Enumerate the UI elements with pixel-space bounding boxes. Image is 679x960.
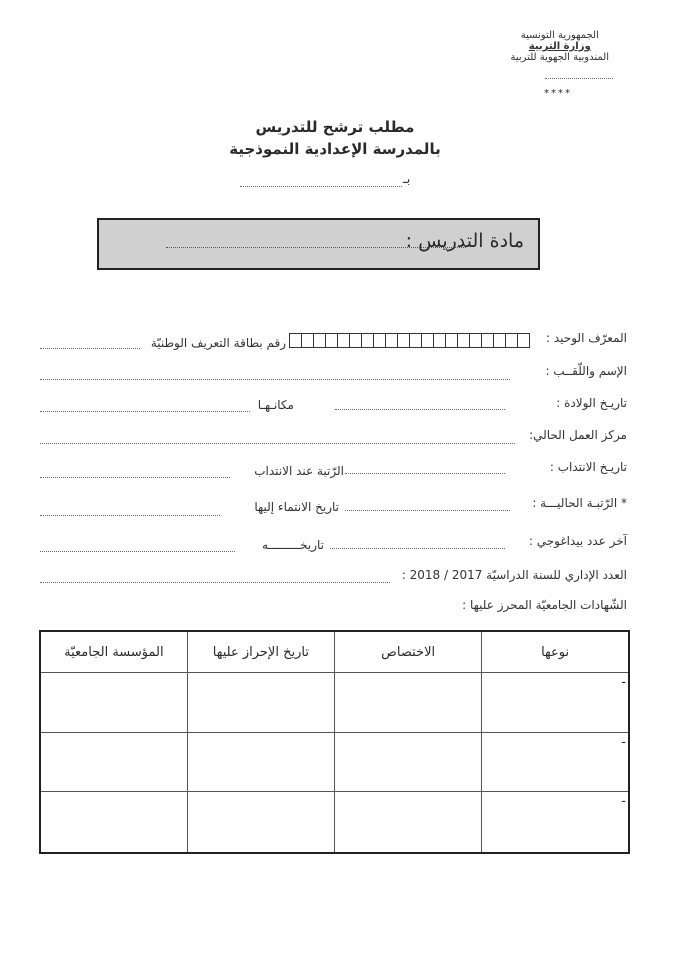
table-cell[interactable]: -	[482, 732, 629, 792]
header-type: نوعها	[482, 631, 629, 673]
name-label: الإسم واللّقــب :	[545, 364, 627, 378]
table-header-row	[40, 631, 629, 673]
header-specialty: الاختصاص	[335, 631, 482, 673]
birth-place-line[interactable]	[40, 411, 250, 412]
recruit-date-label: تاريـخ الانتداب :	[549, 460, 627, 474]
header-republic: الجمهورية التونسية	[520, 30, 599, 41]
cin-line[interactable]	[40, 348, 140, 349]
header-stars: ****	[544, 88, 572, 99]
teaching-subject-box	[97, 218, 540, 270]
last-score-date-line[interactable]	[40, 551, 235, 552]
work-center-label: مركز العمل الحالي:	[529, 428, 627, 442]
cin-label: رقم بطاقة التعريف الوطنيّة	[150, 336, 286, 350]
table-row	[40, 673, 629, 733]
recruit-date-line[interactable]	[345, 473, 505, 474]
work-center-line[interactable]	[40, 443, 515, 444]
name-line[interactable]	[40, 379, 510, 380]
table-cell[interactable]	[187, 673, 334, 733]
current-rank-line[interactable]	[345, 510, 510, 511]
unique-id-label: المعرّف الوحيد :	[546, 331, 627, 345]
title-line2: بالمدرسة الإعدادية النموذجية	[229, 140, 441, 158]
last-score-date-label: تاريخـــــــــه	[262, 538, 324, 552]
birth-place-label: مكانـهـا	[257, 398, 294, 412]
table-cell[interactable]	[335, 673, 482, 733]
recruit-rank-label: الرّتبة عند الانتداب	[254, 464, 344, 478]
header-date: تاريخ الإحراز عليها	[187, 631, 334, 673]
table-cell[interactable]	[40, 673, 187, 733]
header-block	[511, 30, 609, 63]
birth-date-label: تاريـخ الولادة :	[556, 396, 627, 410]
table-cell[interactable]	[187, 732, 334, 792]
title-prefix: بـ	[403, 172, 411, 187]
cin-boxes[interactable]	[290, 333, 530, 348]
school-name-line[interactable]	[240, 186, 402, 187]
belong-date-label: تاريخ الانتماء إليها	[254, 500, 339, 514]
teaching-subject-label: مادة التدريس :	[405, 230, 524, 252]
admin-score-label: العدد الإداري للسنة الدراسيّة 2017 / 2018 :	[401, 568, 627, 582]
degrees-table	[39, 630, 630, 854]
table-cell[interactable]	[335, 792, 482, 853]
table-cell[interactable]: -	[482, 792, 629, 853]
title-line1: مطلب ترشح للتدريس	[255, 118, 415, 136]
current-rank-label: * الرّتبـة الحاليـــة :	[532, 496, 627, 510]
birth-date-line[interactable]	[335, 409, 505, 410]
table-row	[40, 732, 629, 792]
table-cell[interactable]	[40, 792, 187, 853]
table-row	[40, 792, 629, 853]
table-cell[interactable]	[40, 732, 187, 792]
teaching-subject-line[interactable]	[166, 247, 466, 248]
header-regional-office: المندوبية الجهوية للتربية	[510, 52, 609, 63]
header-institution: المؤسسة الجامعيّة	[40, 631, 187, 673]
admin-score-line[interactable]	[40, 582, 390, 583]
recruit-rank-line[interactable]	[40, 477, 230, 478]
last-score-line[interactable]	[330, 548, 505, 549]
table-cell[interactable]: -	[482, 673, 629, 733]
last-score-label: آخر عدد بيداغوجي :	[528, 534, 627, 548]
header-ministry: وزارة التربية	[528, 41, 591, 52]
header-ref-line	[545, 78, 613, 79]
table-cell[interactable]	[187, 792, 334, 853]
belong-date-line[interactable]	[40, 515, 220, 516]
degrees-label: الشّهادات الجامعيّة المحرز عليها :	[462, 598, 627, 612]
table-cell[interactable]	[335, 732, 482, 792]
